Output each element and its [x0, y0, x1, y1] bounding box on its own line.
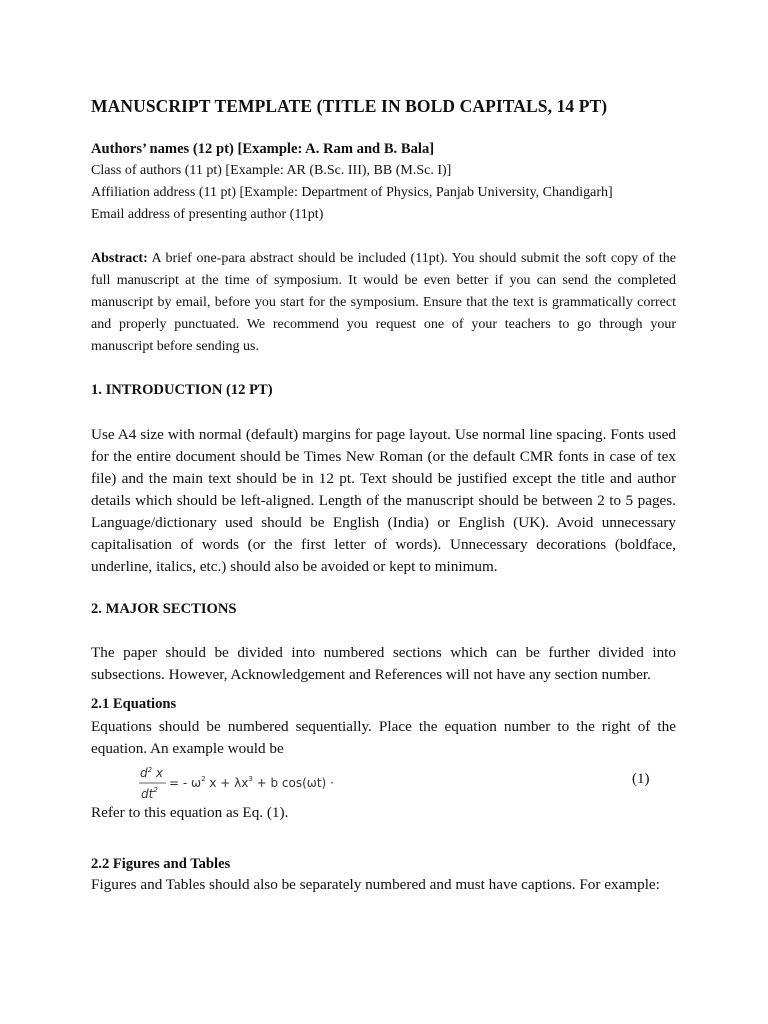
- subsection-2-2-heading: 2.2 Figures and Tables: [91, 856, 231, 872]
- section-1-text: Use A4 size with normal (default) margins for page layout. Use normal line spacing. Fonts used for the entire document should be Times New Roman (or the default CMR fonts in case of tex file) and the main text should be in 12 pt. Text should be justified except the title and author details which should be left-aligned. Length of the manuscript should be between 2 to 5 pages. Language/dictionary used should be English (India) or English (UK). Avoid unnecessary capitalisation of words (or the first letter of words). Unnecessary decorations (boldface, underline, italics, etc.) should also be avoided or kept to minimum.: [91, 426, 676, 575]
- eq-rhs: = - $\omega^2$ $x + \lambda x^3 + b$ cos(ωt) ·: [169, 775, 334, 790]
- subsection-2-2-text: Figures and Tables should also be separately numbered and must have captions. For example:: [91, 876, 660, 893]
- email-line: Email address of presenting author (11pt): [91, 207, 324, 222]
- subsection-2-1-heading: 2.1 Equations: [91, 696, 177, 712]
- eq-denominator: $dt^2$: [141, 786, 158, 801]
- abstract-label: Abstract:: [91, 251, 148, 266]
- section-2-heading: 2. MAJOR SECTIONS: [91, 601, 237, 617]
- section-1-heading: 1. INTRODUCTION (12 PT): [91, 382, 273, 398]
- authors-line: Authors’ names (12 pt) [Example: A. Ram and B. Bala]: [91, 141, 435, 157]
- eq-numerator: $d^2$ x: [140, 766, 164, 780]
- affiliation-line: Affiliation address (11 pt) [Example: Department of Physics, Panjab University, Chandigarh]: [91, 185, 613, 200]
- equation-1: [139, 764, 339, 804]
- section-2-text: The paper should be divided into numbered sections which can be further divided into subsections. However, Acknowledgement and References will not have any section number.: [91, 644, 676, 683]
- page-title: MANUSCRIPT TEMPLATE (TITLE IN BOLD CAPITALS, 14 PT): [91, 96, 608, 116]
- abstract-paragraph: [91, 248, 676, 358]
- equation-svg: [139, 764, 339, 804]
- equation-reference-text: Refer to this equation as Eq. (1).: [91, 804, 289, 821]
- subsection-2-1-text: Equations should be numbered sequentially. Place the equation number to the right of the equation. An example would be: [91, 718, 676, 757]
- class-line: Class of authors (11 pt) [Example: AR (B.Sc. III), BB (M.Sc. I)]: [91, 163, 452, 178]
- equation-number: (1): [632, 771, 650, 787]
- abstract-text: A brief one-para abstract should be included (11pt). You should submit the soft copy of the full manuscript at the time of symposium. It would be even better if you can send the completed manuscript by email, before you start for the symposium. Ensure that the text is grammatically correct and properly punctuated. We recommend you request one of your teachers to go through your manuscript before sending us.: [91, 251, 676, 354]
